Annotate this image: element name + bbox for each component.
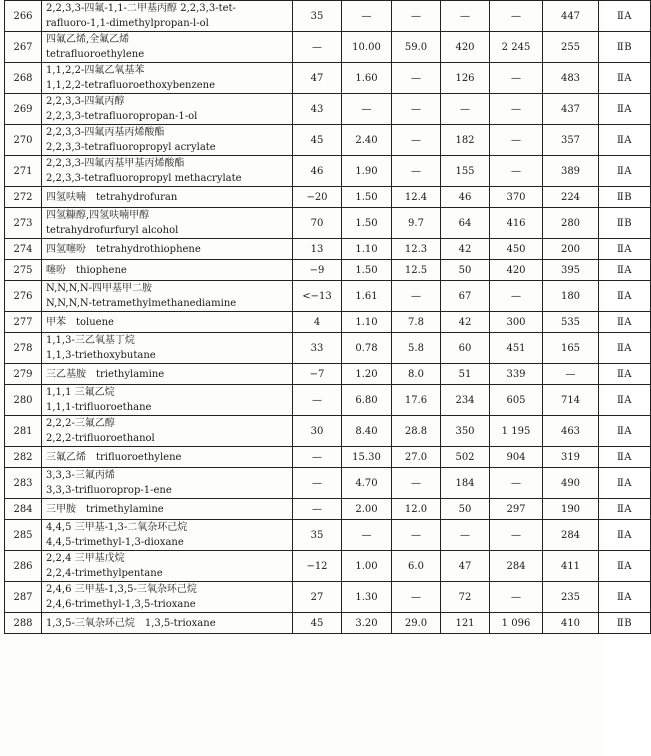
lower-concentration-cell: 64 (441, 208, 490, 239)
equipment-group-cell: ⅡB (599, 613, 651, 634)
flash-point-cell: −7 (293, 364, 342, 385)
ignition-temp-cell: 190 (543, 499, 599, 520)
chinese-name: 甲苯 (46, 316, 66, 328)
ignition-temp-cell: 200 (543, 239, 599, 260)
chinese-name: 2,2,3,3-四氟丙醇 (46, 96, 125, 107)
english-name: thiophene (76, 264, 127, 276)
ignition-temp-cell: 224 (543, 187, 599, 208)
upper-concentration-cell: 1 195 (490, 416, 543, 447)
lower-limit-cell: 1.50 (342, 260, 392, 281)
substance-name-cell (42, 63, 293, 94)
upper-concentration-cell: 420 (490, 260, 543, 281)
lower-limit-cell: — (342, 94, 392, 125)
flash-point-cell: 35 (293, 1, 342, 32)
flash-point-cell: — (293, 468, 342, 499)
ignition-temp-cell: 284 (543, 520, 599, 551)
lower-limit-cell: 3.20 (342, 613, 392, 634)
flash-point-cell: 46 (293, 156, 342, 187)
lower-limit-cell: 1.20 (342, 364, 392, 385)
english-name: N,N,N,N-tetramethylmethanediamine (46, 298, 237, 309)
upper-concentration-cell: 1 096 (490, 613, 543, 634)
flash-point-cell: 45 (293, 613, 342, 634)
flash-point-cell: 4 (293, 312, 342, 333)
ignition-temp-cell: 463 (543, 416, 599, 447)
flash-point-cell: <−13 (293, 281, 342, 312)
row-number-cell: 276 (5, 281, 42, 312)
substance-name-cell (42, 385, 293, 416)
table-row (5, 208, 651, 239)
ignition-temp-cell: 535 (543, 312, 599, 333)
table-row (5, 125, 651, 156)
table-row (5, 333, 651, 364)
english-name: rafluoro-1,1-dimethylpropan-l-ol (46, 18, 209, 29)
lower-concentration-cell: — (441, 1, 490, 32)
lower-concentration-cell: 234 (441, 385, 490, 416)
row-number-cell: 281 (5, 416, 42, 447)
english-name: tetrahydrofuran (96, 191, 178, 203)
substance-name-cell (42, 364, 293, 385)
upper-limit-cell: — (392, 94, 441, 125)
lower-concentration-cell: — (441, 94, 490, 125)
lower-limit-cell: 6.80 (342, 385, 392, 416)
table-row (5, 187, 651, 208)
flash-point-cell: 13 (293, 239, 342, 260)
english-name: toluene (76, 316, 114, 328)
upper-concentration-cell: — (490, 156, 543, 187)
lower-concentration-cell: 121 (441, 613, 490, 634)
row-number-cell: 268 (5, 63, 42, 94)
upper-limit-cell: — (392, 156, 441, 187)
substance-name-cell (42, 260, 293, 281)
lower-concentration-cell: 51 (441, 364, 490, 385)
substance-name-cell (42, 468, 293, 499)
equipment-group-cell: ⅡA (599, 333, 651, 364)
substance-name-cell (42, 187, 293, 208)
ignition-temp-cell: 165 (543, 333, 599, 364)
english-name: 4,4,5-trimethyl-1,3-dioxane (46, 537, 184, 548)
upper-concentration-cell: 450 (490, 239, 543, 260)
table-row (5, 239, 651, 260)
english-name: 2,2,3,3-tetrafluoropropan-1-ol (46, 111, 198, 122)
english-name: 2,2,3,3-tetrafluoropropyl methacrylate (46, 173, 242, 184)
upper-concentration-cell: 416 (490, 208, 543, 239)
chinese-name: 三氟乙烯 (46, 451, 86, 463)
flash-point-cell: — (293, 385, 342, 416)
equipment-group-cell: ⅡA (599, 551, 651, 582)
upper-limit-cell: 7.8 (392, 312, 441, 333)
lower-limit-cell: — (342, 1, 392, 32)
lower-concentration-cell: 502 (441, 447, 490, 468)
english-name: 2,4,6-trimethyl-1,3,5-trioxane (46, 599, 196, 610)
chinese-name: 1,1,1 三氟乙烷 (46, 387, 115, 398)
equipment-group-cell: ⅡA (599, 239, 651, 260)
chinese-name: 2,2,2-三氟乙醇 (46, 418, 115, 429)
lower-limit-cell: 15.30 (342, 447, 392, 468)
ignition-temp-cell: 490 (543, 468, 599, 499)
english-name: 1,3,5-trioxane (144, 617, 216, 629)
upper-concentration-cell: — (490, 1, 543, 32)
table-row (5, 385, 651, 416)
lower-concentration-cell: 420 (441, 32, 490, 63)
substance-name-cell (42, 208, 293, 239)
ignition-temp-cell: 395 (543, 260, 599, 281)
upper-limit-cell: — (392, 1, 441, 32)
flash-point-cell: 30 (293, 416, 342, 447)
row-number-cell: 282 (5, 447, 42, 468)
equipment-group-cell: ⅡA (599, 260, 651, 281)
equipment-group-cell: ⅡB (599, 187, 651, 208)
chinese-name: 1,1,2,2-四氟乙氧基苯 (46, 65, 145, 76)
english-name: 2,2,3,3-tetrafluoropropyl acrylate (46, 142, 216, 153)
chinese-name: 1,1,3-三乙氧基丁烷 (46, 335, 135, 346)
substance-name-cell (42, 416, 293, 447)
table-row (5, 312, 651, 333)
row-number-cell: 273 (5, 208, 42, 239)
table-row (5, 447, 651, 468)
upper-concentration-cell: 605 (490, 385, 543, 416)
table-row (5, 156, 651, 187)
english-name: tetrahydrothiophene (96, 243, 201, 255)
flash-point-cell: 27 (293, 582, 342, 613)
substance-name-cell (42, 447, 293, 468)
table-row (5, 32, 651, 63)
table-row (5, 260, 651, 281)
english-name: 1,1,1-trifluoroethane (46, 402, 152, 413)
lower-concentration-cell: — (441, 520, 490, 551)
upper-concentration-cell: — (490, 281, 543, 312)
equipment-group-cell: ⅡA (599, 499, 651, 520)
upper-limit-cell: — (392, 520, 441, 551)
english-name: 1,1,2,2-tetrafluoroethoxybenzene (46, 80, 215, 91)
row-number-cell: 269 (5, 94, 42, 125)
row-number-cell: 270 (5, 125, 42, 156)
upper-concentration-cell: 2 245 (490, 32, 543, 63)
english-name: trifluoroethylene (96, 451, 182, 463)
chinese-name: 3,3,3-三氟丙烯 (46, 470, 115, 481)
equipment-group-cell: ⅡA (599, 447, 651, 468)
lower-concentration-cell: 350 (441, 416, 490, 447)
lower-limit-cell: 2.40 (342, 125, 392, 156)
flash-point-cell: — (293, 32, 342, 63)
flash-point-cell: −9 (293, 260, 342, 281)
substance-name-cell (42, 333, 293, 364)
equipment-group-cell: ⅡA (599, 1, 651, 32)
lower-limit-cell: 1.60 (342, 63, 392, 94)
row-number-cell: 277 (5, 312, 42, 333)
row-number-cell: 279 (5, 364, 42, 385)
equipment-group-cell: ⅡA (599, 156, 651, 187)
lower-limit-cell: 1.00 (342, 551, 392, 582)
table-row (5, 1, 651, 32)
row-number-cell: 271 (5, 156, 42, 187)
chinese-name: N,N,N,N-四甲基甲二胺 (46, 283, 152, 294)
equipment-group-cell: ⅡA (599, 385, 651, 416)
row-number-cell: 286 (5, 551, 42, 582)
equipment-group-cell: ⅡA (599, 364, 651, 385)
table-row (5, 613, 651, 634)
table-row (5, 364, 651, 385)
equipment-group-cell: ⅡA (599, 281, 651, 312)
flash-point-cell: −20 (293, 187, 342, 208)
ignition-temp-cell: 235 (543, 582, 599, 613)
row-number-cell: 275 (5, 260, 42, 281)
lower-concentration-cell: 60 (441, 333, 490, 364)
equipment-group-cell: ⅡA (599, 312, 651, 333)
table-row (5, 551, 651, 582)
ignition-temp-cell: 410 (543, 613, 599, 634)
chinese-name: 2,2,3,3-四氟丙基甲基丙烯酸酯 (46, 158, 185, 169)
lower-limit-cell: 1.10 (342, 312, 392, 333)
substance-name-cell (42, 582, 293, 613)
table-row (5, 416, 651, 447)
lower-limit-cell: 1.61 (342, 281, 392, 312)
upper-concentration-cell: 284 (490, 551, 543, 582)
upper-limit-cell: 5.8 (392, 333, 441, 364)
upper-limit-cell: — (392, 63, 441, 94)
upper-concentration-cell: — (490, 582, 543, 613)
english-name: 3,3,3-trifluoroprop-1-ene (46, 485, 172, 496)
chinese-name: 1,3,5-三氧杂环己烷 (46, 617, 135, 629)
lower-limit-cell: 1.10 (342, 239, 392, 260)
lower-concentration-cell: 47 (441, 551, 490, 582)
equipment-group-cell: ⅡA (599, 94, 651, 125)
chinese-name: 四氢糠醇,四氢呋喃甲醇 (46, 210, 150, 221)
lower-limit-cell: 2.00 (342, 499, 392, 520)
chinese-name: 三甲胺 (46, 503, 76, 515)
english-name: 1,1,3-triethoxybutane (46, 350, 156, 361)
lower-concentration-cell: 67 (441, 281, 490, 312)
equipment-group-cell: ⅡB (599, 208, 651, 239)
table-row (5, 63, 651, 94)
row-number-cell: 288 (5, 613, 42, 634)
substance-name-cell (42, 551, 293, 582)
chemical-data-table (4, 0, 651, 634)
ignition-temp-cell: 411 (543, 551, 599, 582)
lower-concentration-cell: 42 (441, 312, 490, 333)
ignition-temp-cell: 483 (543, 63, 599, 94)
upper-concentration-cell: 300 (490, 312, 543, 333)
upper-limit-cell: 17.6 (392, 385, 441, 416)
row-number-cell: 280 (5, 385, 42, 416)
flash-point-cell: 45 (293, 125, 342, 156)
flash-point-cell: — (293, 499, 342, 520)
table-body (5, 1, 651, 634)
ignition-temp-cell: 319 (543, 447, 599, 468)
english-name: triethylamine (96, 368, 165, 380)
ignition-temp-cell: 714 (543, 385, 599, 416)
chinese-name: 四氢噻吩 (46, 243, 86, 255)
equipment-group-cell: ⅡA (599, 520, 651, 551)
equipment-group-cell: ⅡA (599, 416, 651, 447)
chinese-name: 三乙基胺 (46, 368, 86, 380)
lower-limit-cell: 1.30 (342, 582, 392, 613)
ignition-temp-cell: 437 (543, 94, 599, 125)
upper-concentration-cell: 339 (490, 364, 543, 385)
substance-name-cell (42, 281, 293, 312)
row-number-cell: 267 (5, 32, 42, 63)
english-name: 2,2,2-trifluoroethanol (46, 433, 155, 444)
lower-limit-cell: 10.00 (342, 32, 392, 63)
lower-concentration-cell: 126 (441, 63, 490, 94)
upper-limit-cell: 28.8 (392, 416, 441, 447)
row-number-cell: 284 (5, 499, 42, 520)
flash-point-cell: 70 (293, 208, 342, 239)
ignition-temp-cell: 255 (543, 32, 599, 63)
flash-point-cell: −12 (293, 551, 342, 582)
chinese-name: 四氢呋喃 (46, 191, 86, 203)
chinese-name: 2,2,4 三甲基戊烷 (46, 553, 125, 564)
table-row (5, 468, 651, 499)
flash-point-cell: 35 (293, 520, 342, 551)
lower-limit-cell: 8.40 (342, 416, 392, 447)
lower-concentration-cell: 42 (441, 239, 490, 260)
ignition-temp-cell: 180 (543, 281, 599, 312)
english-name: tetrafluoroethylene (46, 49, 145, 60)
row-number-cell: 285 (5, 520, 42, 551)
chinese-name: 2,2,3,3-四氟-1,1-二甲基丙醇 2,2,3,3-tet- (46, 3, 236, 14)
upper-limit-cell: 59.0 (392, 32, 441, 63)
lower-concentration-cell: 182 (441, 125, 490, 156)
chinese-name: 4,4,5 三甲基-1,3-二氧杂环己烷 (46, 522, 188, 533)
upper-concentration-cell: 297 (490, 499, 543, 520)
upper-concentration-cell: — (490, 520, 543, 551)
upper-concentration-cell: 451 (490, 333, 543, 364)
upper-concentration-cell: — (490, 468, 543, 499)
flash-point-cell: 43 (293, 94, 342, 125)
upper-limit-cell: 12.5 (392, 260, 441, 281)
lower-limit-cell: 0.78 (342, 333, 392, 364)
row-number-cell: 266 (5, 1, 42, 32)
substance-name-cell (42, 125, 293, 156)
lower-concentration-cell: 50 (441, 499, 490, 520)
lower-limit-cell: 1.90 (342, 156, 392, 187)
upper-concentration-cell: — (490, 94, 543, 125)
equipment-group-cell: ⅡA (599, 125, 651, 156)
substance-name-cell (42, 32, 293, 63)
chinese-name: 四氟乙烯,全氟乙烯 (46, 34, 130, 45)
lower-concentration-cell: 50 (441, 260, 490, 281)
row-number-cell: 278 (5, 333, 42, 364)
substance-name-cell (42, 613, 293, 634)
substance-name-cell (42, 94, 293, 125)
equipment-group-cell: ⅡB (599, 32, 651, 63)
upper-limit-cell: 8.0 (392, 364, 441, 385)
lower-limit-cell: 4.70 (342, 468, 392, 499)
upper-concentration-cell: — (490, 125, 543, 156)
chinese-name: 噻吩 (46, 264, 66, 276)
chinese-name: 2,4,6 三甲基-1,3,5-三氧杂环己烷 (46, 584, 197, 595)
flash-point-cell: — (293, 447, 342, 468)
lower-concentration-cell: 155 (441, 156, 490, 187)
row-number-cell: 272 (5, 187, 42, 208)
ignition-temp-cell: 389 (543, 156, 599, 187)
upper-limit-cell: 27.0 (392, 447, 441, 468)
table-row (5, 520, 651, 551)
table-row (5, 281, 651, 312)
upper-limit-cell: 12.3 (392, 239, 441, 260)
equipment-group-cell: ⅡA (599, 468, 651, 499)
upper-limit-cell: 29.0 (392, 613, 441, 634)
substance-name-cell (42, 520, 293, 551)
english-name: trimethylamine (86, 503, 164, 515)
ignition-temp-cell: 280 (543, 208, 599, 239)
chinese-name: 2,2,3,3-四氟丙基丙烯酸酯 (46, 127, 165, 138)
substance-name-cell (42, 499, 293, 520)
row-number-cell: 274 (5, 239, 42, 260)
ignition-temp-cell: — (543, 364, 599, 385)
upper-limit-cell: 12.4 (392, 187, 441, 208)
table-row (5, 499, 651, 520)
upper-limit-cell: 9.7 (392, 208, 441, 239)
flash-point-cell: 47 (293, 63, 342, 94)
upper-limit-cell: 12.0 (392, 499, 441, 520)
upper-concentration-cell: 904 (490, 447, 543, 468)
upper-limit-cell: — (392, 281, 441, 312)
substance-name-cell (42, 156, 293, 187)
substance-name-cell (42, 312, 293, 333)
lower-concentration-cell: 46 (441, 187, 490, 208)
equipment-group-cell: ⅡA (599, 582, 651, 613)
upper-limit-cell: — (392, 468, 441, 499)
lower-limit-cell: 1.50 (342, 187, 392, 208)
ignition-temp-cell: 447 (543, 1, 599, 32)
row-number-cell: 283 (5, 468, 42, 499)
table-row (5, 582, 651, 613)
upper-concentration-cell: — (490, 63, 543, 94)
lower-limit-cell: 1.50 (342, 208, 392, 239)
upper-limit-cell: — (392, 125, 441, 156)
lower-concentration-cell: 72 (441, 582, 490, 613)
table-row (5, 94, 651, 125)
flash-point-cell: 33 (293, 333, 342, 364)
row-number-cell: 287 (5, 582, 42, 613)
equipment-group-cell: ⅡA (599, 63, 651, 94)
upper-concentration-cell: 370 (490, 187, 543, 208)
lower-concentration-cell: 184 (441, 468, 490, 499)
substance-name-cell (42, 239, 293, 260)
english-name: 2,2,4-trimethylpentane (46, 568, 163, 579)
upper-limit-cell: — (392, 582, 441, 613)
lower-limit-cell: — (342, 520, 392, 551)
substance-name-cell (42, 1, 293, 32)
english-name: tetrahydrofurfuryl alcohol (46, 225, 179, 236)
upper-limit-cell: 6.0 (392, 551, 441, 582)
ignition-temp-cell: 357 (543, 125, 599, 156)
